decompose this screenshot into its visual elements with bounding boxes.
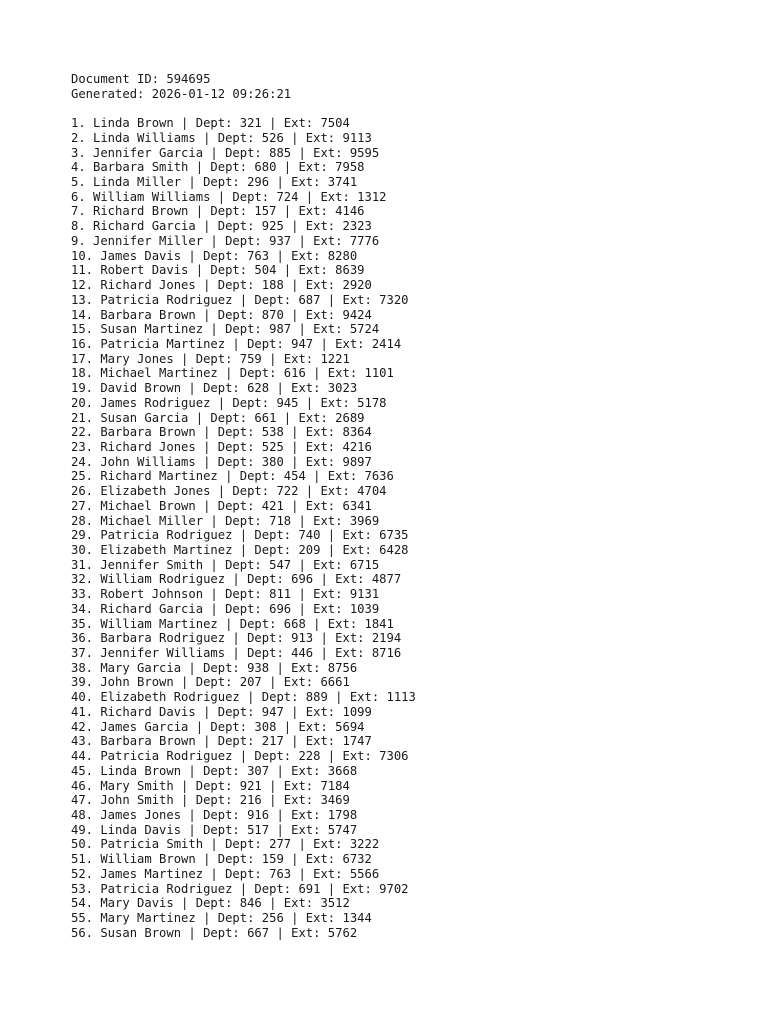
list-item: 22. Barbara Brown | Dept: 538 | Ext: 8364 — [71, 425, 372, 440]
list-item: 4. Barbara Smith | Dept: 680 | Ext: 7958 — [71, 160, 365, 175]
list-item: 54. Mary Davis | Dept: 846 | Ext: 3512 — [71, 896, 350, 911]
list-item: 40. Elizabeth Rodriguez | Dept: 889 | Ext: 1113 — [71, 690, 416, 705]
list-item: 9. Jennifer Miller | Dept: 937 | Ext: 7776 — [71, 233, 380, 248]
list-item: 49. Linda Davis | Dept: 517 | Ext: 5747 — [71, 822, 358, 837]
list-item: 5. Linda Miller | Dept: 296 | Ext: 3741 — [71, 175, 358, 190]
list-item: 11. Robert Davis | Dept: 504 | Ext: 8639 — [71, 263, 365, 278]
generated-timestamp: Generated: 2026-01-12 09:26:21 — [71, 86, 292, 101]
list-item: 7. Richard Brown | Dept: 157 | Ext: 4146 — [71, 204, 365, 219]
list-item: 36. Barbara Rodriguez | Dept: 913 | Ext: 2194 — [71, 631, 402, 646]
document-id: Document ID: 594695 — [71, 72, 211, 86]
list-item: 20. James Rodriguez | Dept: 945 | Ext: 5178 — [71, 395, 387, 410]
list-item: 53. Patricia Rodriguez | Dept: 691 | Ext: 9702 — [71, 881, 409, 896]
list-item: 41. Richard Davis | Dept: 947 | Ext: 1099 — [71, 704, 372, 719]
list-item: 13. Patricia Rodriguez | Dept: 687 | Ext: 7320 — [71, 292, 409, 307]
list-item: 44. Patricia Rodriguez | Dept: 228 | Ext: 7306 — [71, 749, 409, 764]
list-item: 6. William Williams | Dept: 724 | Ext: 1312 — [71, 189, 387, 204]
list-item: 52. James Martinez | Dept: 763 | Ext: 5566 — [71, 866, 380, 881]
list-item: 47. John Smith | Dept: 216 | Ext: 3469 — [71, 793, 350, 808]
list-item: 10. James Davis | Dept: 763 | Ext: 8280 — [71, 248, 358, 263]
list-item: 42. James Garcia | Dept: 308 | Ext: 5694 — [71, 719, 365, 734]
list-item: 35. William Martinez | Dept: 668 | Ext: 1841 — [71, 616, 394, 631]
list-item: 50. Patricia Smith | Dept: 277 | Ext: 3222 — [71, 837, 380, 852]
document-page — [71, 72, 416, 940]
list-item: 1. Linda Brown | Dept: 321 | Ext: 7504 — [71, 116, 350, 131]
list-item: 38. Mary Garcia | Dept: 938 | Ext: 8756 — [71, 660, 358, 675]
list-item: 31. Jennifer Smith | Dept: 547 | Ext: 6715 — [71, 557, 380, 572]
list-item: 19. David Brown | Dept: 628 | Ext: 3023 — [71, 381, 358, 396]
list-item: 8. Richard Garcia | Dept: 925 | Ext: 2323 — [71, 219, 372, 234]
list-item: 14. Barbara Brown | Dept: 870 | Ext: 9424 — [71, 307, 372, 322]
list-item: 21. Susan Garcia | Dept: 661 | Ext: 2689 — [71, 410, 365, 425]
list-item: 51. William Brown | Dept: 159 | Ext: 6732 — [71, 852, 372, 867]
list-item: 23. Richard Jones | Dept: 525 | Ext: 4216 — [71, 439, 372, 454]
list-item: 2. Linda Williams | Dept: 526 | Ext: 9113 — [71, 130, 372, 145]
list-item: 30. Elizabeth Martinez | Dept: 209 | Ext: 6428 — [71, 543, 409, 557]
list-item: 17. Mary Jones | Dept: 759 | Ext: 1221 — [71, 351, 350, 366]
list-item: 12. Richard Jones | Dept: 188 | Ext: 2920 — [71, 278, 372, 293]
list-item: 28. Michael Miller | Dept: 718 | Ext: 3969 — [71, 513, 380, 528]
list-item: 45. Linda Brown | Dept: 307 | Ext: 3668 — [71, 763, 358, 778]
list-item: 18. Michael Martinez | Dept: 616 | Ext: 1101 — [71, 366, 394, 381]
list-item: 16. Patricia Martinez | Dept: 947 | Ext: 2414 — [71, 336, 402, 351]
list-item: 25. Richard Martinez | Dept: 454 | Ext: 7636 — [71, 469, 394, 484]
list-item: 32. William Rodriguez | Dept: 696 | Ext: 4877 — [71, 572, 402, 587]
list-item: 37. Jennifer Williams | Dept: 446 | Ext: 8716 — [71, 646, 402, 661]
list-item: 15. Susan Martinez | Dept: 987 | Ext: 5724 — [71, 322, 380, 337]
list-item: 46. Mary Smith | Dept: 921 | Ext: 7184 — [71, 778, 350, 793]
list-item: 33. Robert Johnson | Dept: 811 | Ext: 9131 — [71, 587, 380, 602]
list-item: 27. Michael Brown | Dept: 421 | Ext: 6341 — [71, 498, 372, 513]
entry-list — [71, 116, 416, 940]
list-item: 24. John Williams | Dept: 380 | Ext: 9897 — [71, 454, 372, 469]
blank-line — [71, 101, 416, 116]
list-item: 56. Susan Brown | Dept: 667 | Ext: 5762 — [71, 925, 358, 940]
list-item: 48. James Jones | Dept: 916 | Ext: 1798 — [71, 807, 358, 822]
list-item: 29. Patricia Rodriguez | Dept: 740 | Ext: 6735 — [71, 528, 409, 543]
list-item: 34. Richard Garcia | Dept: 696 | Ext: 1039 — [71, 601, 380, 616]
list-item: 3. Jennifer Garcia | Dept: 885 | Ext: 9595 — [71, 145, 380, 160]
list-item: 43. Barbara Brown | Dept: 217 | Ext: 1747 — [71, 734, 372, 749]
list-item: 55. Mary Martinez | Dept: 256 | Ext: 1344 — [71, 910, 372, 925]
list-item: 26. Elizabeth Jones | Dept: 722 | Ext: 4704 — [71, 484, 387, 499]
list-item: 39. John Brown | Dept: 207 | Ext: 6661 — [71, 675, 350, 690]
